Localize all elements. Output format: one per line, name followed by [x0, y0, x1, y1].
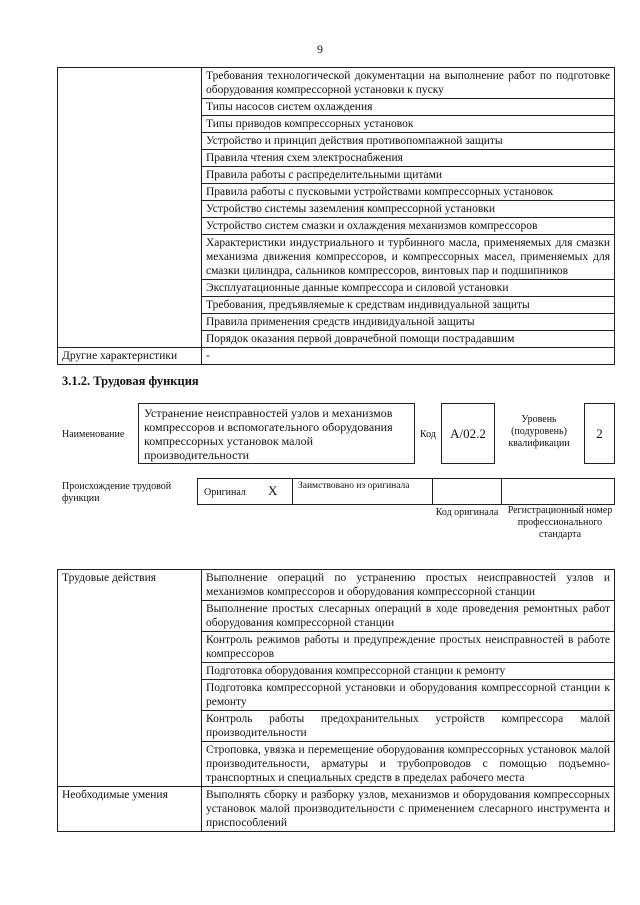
level-value-box: 2: [584, 403, 615, 464]
function-code-box: А/02.2: [441, 403, 495, 464]
borrowed-cell: [292, 478, 433, 505]
knowledge-item: Правила работы с пусковыми устройствами компрессорных установок: [202, 184, 615, 201]
function-name-box: Устранение неисправностей узлов и механизмов компрессоров и вспомогательного оборудования компрессорных установок малой производительности: [138, 403, 415, 464]
original-label: Оригинал: [204, 487, 246, 498]
knowledge-item: Характеристики индустриального и турбинного масла, применяемых для смазки механизма движения компрессоров, и компрессорных масел, применяемых для смазки цилиндра, сальников компрессоров, винтовых пар и подшипников: [202, 235, 615, 280]
knowledge-item: Типы приводов компрессорных установок: [202, 116, 615, 133]
original-code-cell: [432, 478, 502, 505]
labor-action-item: Подготовка компрессорной установки и оборудования компрессорной станции к ремонту: [202, 680, 615, 711]
table-row: [58, 570, 615, 601]
origin-label: Происхождение трудовой функции: [62, 481, 172, 504]
knowledge-item: Устройство и принцип действия противопомпажной защиты: [202, 133, 615, 150]
labor-action-item: Строповка, увязка и перемещение оборудования компрессорных установок малой производительности, арматуры и трубопроводов с помощью подъемно-транспортных и специальных средств в пределах рабочего места: [202, 742, 615, 787]
knowledge-item: Типы насосов систем охлаждения: [202, 99, 615, 116]
other-characteristics-value: -: [202, 348, 615, 365]
section-title: 3.1.2. Трудовая функция: [62, 374, 199, 388]
knowledge-item: Правила работы с распределительными щитами: [202, 167, 615, 184]
registration-caption: Регистрационный номер профессионального стандарта: [507, 505, 613, 540]
skills-label: Необходимые умения: [58, 787, 202, 832]
labor-actions-label: Трудовые действия: [58, 570, 202, 787]
knowledge-item: Правила применения средств индивидуальной защиты: [202, 314, 615, 331]
knowledge-item: Устройство системы заземления компрессорной установки: [202, 201, 615, 218]
table-row: [58, 68, 615, 99]
table-row: [58, 348, 615, 365]
labor-action-item: Подготовка оборудования компрессорной станции к ремонту: [202, 663, 615, 680]
labor-actions-table: [57, 569, 615, 832]
knowledge-item: Правила чтения схем электроснабжения: [202, 150, 615, 167]
code-label: Код: [420, 429, 436, 440]
table-row: [58, 787, 615, 832]
original-code-caption: Код оригинала: [435, 507, 499, 518]
labor-action-item: Выполнение операций по устранению простых неисправностей узлов и механизмов компрессоров и оборудования компрессорной станции: [202, 570, 615, 601]
knowledge-item: Эксплуатационные данные компрессора и силовой установки: [202, 280, 615, 297]
other-characteristics-label: Другие характеристики: [58, 348, 202, 365]
knowledge-item: Требования, предъявляемые к средствам индивидуальной защиты: [202, 297, 615, 314]
name-label: Наименование: [62, 429, 125, 440]
page-number: 9: [317, 42, 323, 56]
level-label: Уровень (подуровень) квалификации: [508, 414, 570, 449]
knowledge-item: Требования технологической документации на выполнение работ по подготовке оборудования компрессорной установки к пуску: [202, 68, 615, 99]
original-cell: [197, 478, 293, 505]
labor-action-item: Контроль работы предохранительных устройств компрессора малой производительности: [202, 711, 615, 742]
labor-action-item: Контроль режимов работы и предупреждение простых неисправностей в работе компрессоров: [202, 632, 615, 663]
knowledge-item: Устройство систем смазки и охлаждения механизмов компрессоров: [202, 218, 615, 235]
empty-label-cell: [58, 68, 202, 348]
skill-item: Выполнять сборку и разборку узлов, механизмов и оборудования компрессорных установок малой производительности с применением слесарного инструмента и приспособлений: [202, 787, 615, 832]
labor-action-item: Выполнение простых слесарных операций в ходе проведения ремонтных работ оборудования компрессорной станции: [202, 601, 615, 632]
knowledge-table: [57, 67, 615, 365]
original-mark: X: [268, 483, 278, 498]
registration-number-cell: [501, 478, 615, 505]
borrowed-label: Заимствовано из оригинала: [298, 481, 410, 491]
knowledge-item: Порядок оказания первой доврачебной помощи пострадавшим: [202, 331, 615, 348]
